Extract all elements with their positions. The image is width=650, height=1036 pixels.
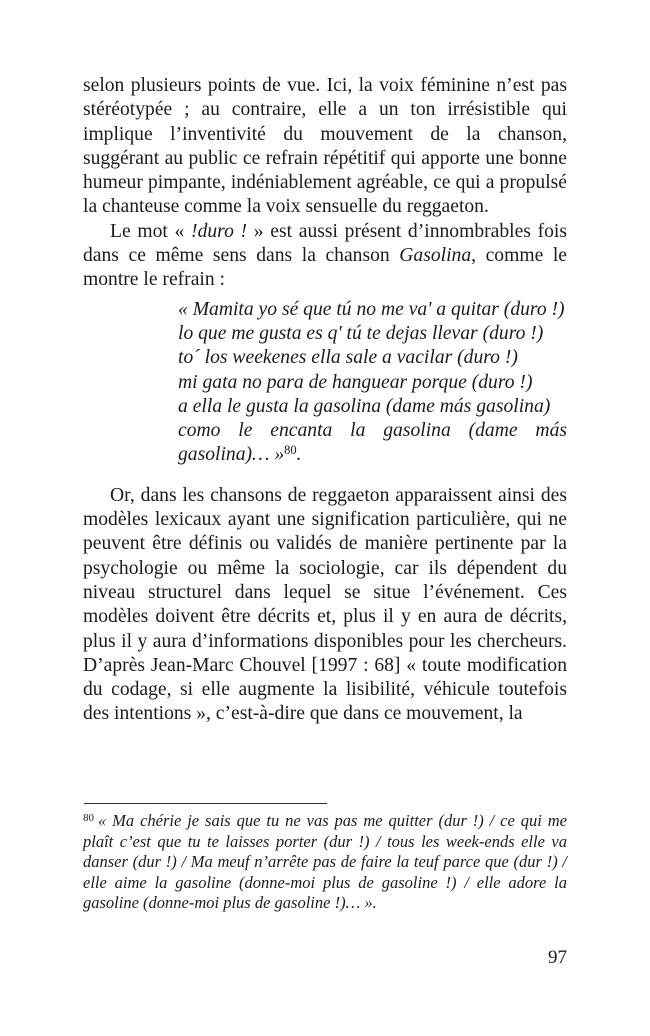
paragraph-text: Le mot « [110,220,192,242]
paragraph-text: , comme le montre le refrain : [83,245,567,291]
footnote-text: « Ma chérie je sais que tu ne vas pas me quitter (dur !) / ce qui me plaît c’est que tu te laisses porter (dur !) / tous les week-ends elle va danser (dur !) / Ma meuf n’arrête pas de faire la teuf parce que (dur !) / elle aime la gasoline (donne-moi plus de gasoline !) / elle adore la gasoline (donne-moi plus de gasoline !)… ». [83,811,567,913]
lyrics-line: mi gata no para de hanguear porque (duro !) [178,371,533,393]
footnote-ref: 80 [284,443,297,458]
emphasized-word: !duro ! [191,220,248,242]
paragraph-text: » est aussi présent d’innombrables fois dans ce même sens dans la chanson [83,220,567,267]
lyrics-blockquote [178,298,567,468]
footnote-area [83,803,567,914]
duro-paragraph [83,220,567,293]
analysis-paragraph: Or, dans les chansons de reggaeton apparaissent ainsi des modèles lexicaux ayant une signification particulière, qui ne peuvent être définis ou validés de manière pertinente par la psychologie ou même la sociologie, car ils dépendent du niveau structurel dans lequel se situe l’événement. Ces modèles doivent être décrits et, plus il y en aura de décrits, plus il y aura d’informations disponibles pour les chercheurs. D’après Jean-Marc Chouvel [1997 : 68] « toute modification du codage, si elle augmente la lisibilité, véhicule toutefois des intentions », c’est-à-dire que dans ce mouvement, la [83,484,567,725]
lyrics-text: como le encanta la gasolina (dame más gasolina)… » [178,420,567,466]
lyrics-line: « Mamita yo sé que tú no me va' a quitar (duro !) [178,298,565,320]
lyrics-line: lo que me gusta es q' tú te dejas llevar (duro !) [178,322,544,344]
lyrics-text: . [296,444,302,466]
lyrics-line: a ella le gusta la gasolina (dame más gasolina) [178,395,551,417]
lyrics-line [178,419,567,468]
lyrics-line: to´ los weekenes ella sale a vacilar (duro !) [178,347,518,369]
footnote-ref: 80 [83,812,94,824]
footnote-separator [84,803,327,804]
intro-paragraph: selon plusieurs points de vue. Ici, la voix féminine n’est pas stéréotypée ; au contraire, elle a un ton irrésistible qui implique l’inventivité du mouvement de la chanson, suggérant au public ce refrain répétitif qui apporte une bonne humeur pimpante, indéniablement agréable, ce qui a propulsé la chanteuse comme la voix sensuelle du reggaeton. [83,75,567,218]
page-number: 97 [548,947,567,968]
footnote [83,811,567,914]
song-title: Gasolina [399,245,472,267]
